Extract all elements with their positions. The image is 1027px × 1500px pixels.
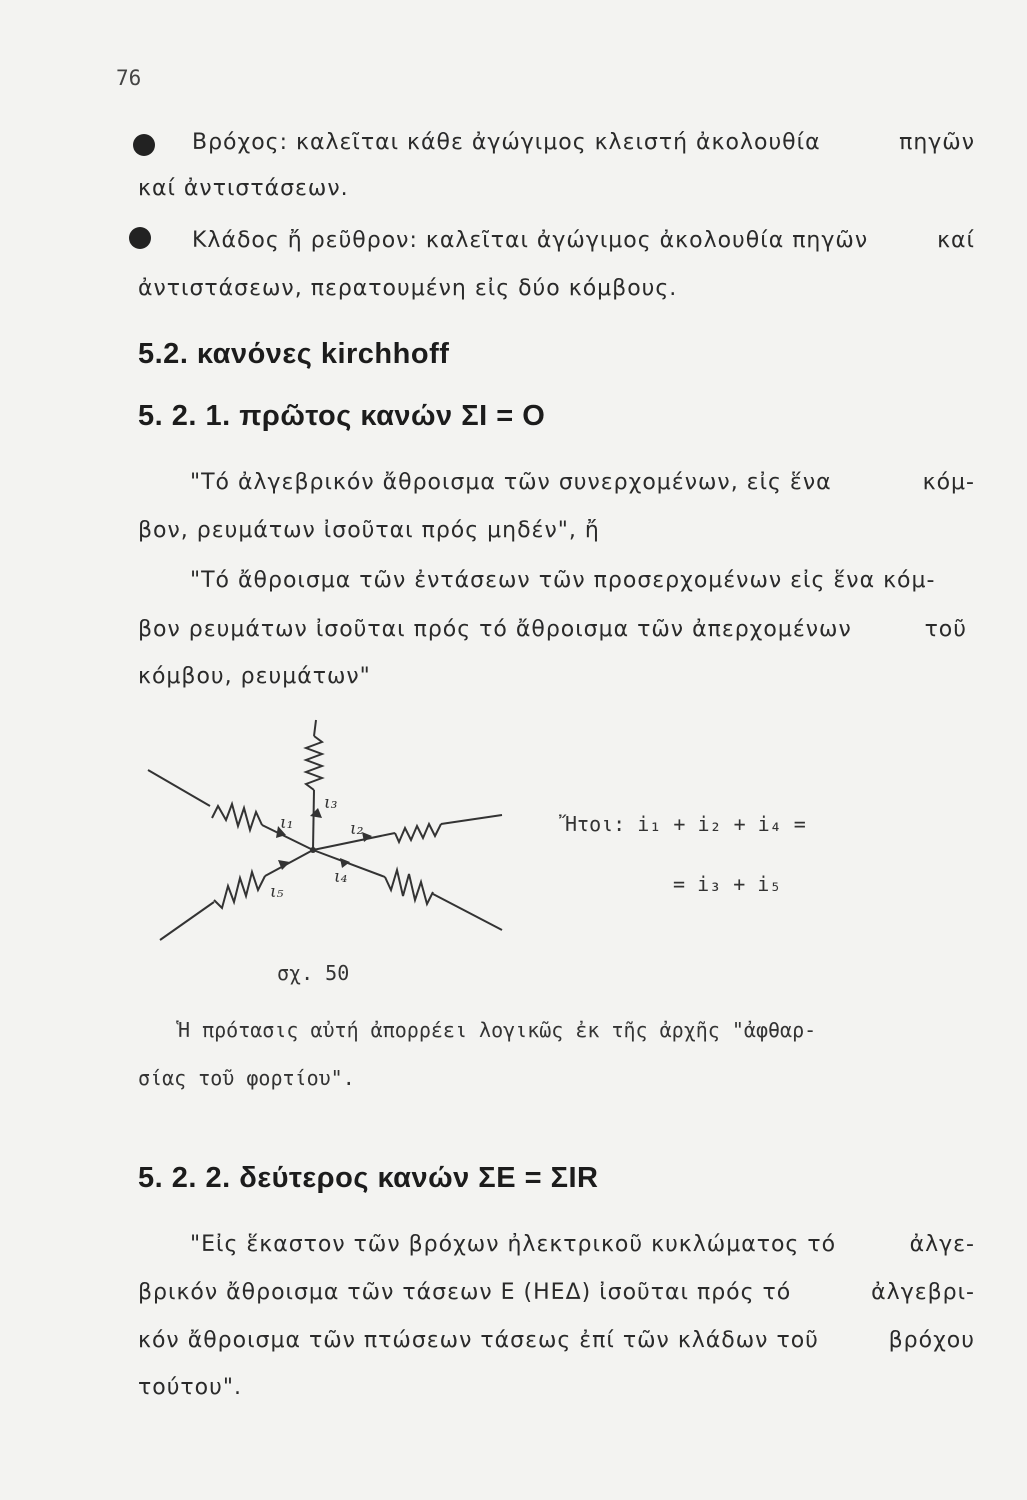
resistor-icon — [395, 824, 441, 842]
rule2-line2: βρικόν ἄθροισμα τῶν τάσεων Ε (ΗΕΔ) ἰσοῦται πρός τό — [138, 1280, 792, 1305]
rule2-line1: "Εἰς ἕκαστον τῶν βρόχων ἠλεκτρικοῦ κυκλώματος τό — [190, 1232, 837, 1257]
resistor-icon — [306, 736, 322, 790]
rule1-para2-line3: κόμβου, ρευμάτων" — [138, 664, 371, 689]
equation-line2: = i₃ + i₅ — [673, 872, 782, 896]
page-number: 76 — [116, 66, 142, 90]
branch-definition-line2: ἀντιστάσεων, περατουμένη εἰς δύο κόμβους. — [138, 276, 678, 301]
loop-definition-line1-end: πηγῶν — [899, 130, 975, 155]
note-line1: Ἡ πρότασις αὐτή ἀπορρέει λογικῶς ἐκ τῆς ἀρχῆς "ἀφθαρ- — [178, 1018, 817, 1042]
rule1-para1-line1: "Τό ἀλγεβρικόν ἄθροισμα τῶν συνερχομένων, εἰς ἕνα — [190, 470, 832, 495]
rule1-para2-line1: "Τό ἄθροισμα τῶν ἐντάσεων τῶν προσερχομένων εἰς ἕνα κόμ- — [190, 568, 936, 593]
branch-wire — [313, 850, 385, 877]
rule1-para1-line1-end: κόμ- — [922, 470, 975, 495]
branch-definition-line1-end: καί — [937, 228, 975, 253]
branch-wire — [148, 770, 210, 806]
rule1-para1-line2: βον, ρευμάτων ἰσοῦται πρός μηδέν", ἤ — [138, 518, 600, 543]
branch-wire — [160, 902, 214, 940]
branch-wire — [441, 815, 502, 824]
label-i3: ι₃ — [324, 793, 338, 813]
resistor-icon — [385, 870, 433, 904]
current-arrow-icon — [310, 808, 322, 818]
note-line2: σίας τοῦ φορτίου". — [138, 1066, 355, 1090]
branch-wire — [313, 790, 314, 850]
label-i4: ι₄ — [334, 867, 348, 887]
loop-definition-line2: καί ἀντιστάσεων. — [138, 176, 349, 201]
branch-definition-line1: Κλάδος ἤ ρεῦθρον: καλεῖται ἀγώγιμος ἀκολουθία πηγῶν — [192, 228, 869, 253]
equation-line1: Ἤτοι: i₁ + i₂ + i₄ = — [565, 812, 806, 836]
resistor-icon — [212, 804, 262, 830]
branch-wire — [314, 720, 316, 736]
rule1-para2-line2: βον ρευμάτων ἰσοῦται πρός τό ἄθροισμα τῶν ἀπερχομένων — [138, 617, 852, 642]
label-i5: ι₅ — [270, 882, 284, 902]
resistor-icon — [214, 872, 265, 908]
node-dot — [310, 847, 316, 853]
label-i1: ι₁ — [280, 813, 294, 833]
section-heading-5-2-1: 5. 2. 1. πρῶτος κανών ΣΙ = Ο — [138, 400, 546, 432]
figure-caption: σχ. 50 — [277, 961, 350, 985]
rule2-line3: κόν ἄθροισμα τῶν πτώσεων τάσεως ἐπί τῶν κλάδων τοῦ — [138, 1328, 819, 1353]
rule2-line3-end: βρόχου — [888, 1328, 975, 1353]
rule2-line4: τούτου". — [138, 1375, 242, 1400]
loop-definition-line1: Βρόχος: καλεῖται κάθε ἀγώγιμος κλειστή ἀκολουθία — [192, 130, 821, 155]
rule2-line1-end: ἀλγε- — [909, 1232, 975, 1257]
section-heading-5-2: 5.2. κανόνες kirchhoff — [138, 338, 450, 370]
label-i2: ι₂ — [350, 819, 364, 839]
rule2-line2-end: ἀλγεβρι- — [871, 1280, 975, 1305]
branch-wire — [433, 894, 502, 930]
rule1-para2-line2-end: τοῦ — [924, 617, 967, 642]
section-heading-5-2-2: 5. 2. 2. δεύτερος κανών ΣΕ = ΣΙR — [138, 1162, 599, 1194]
